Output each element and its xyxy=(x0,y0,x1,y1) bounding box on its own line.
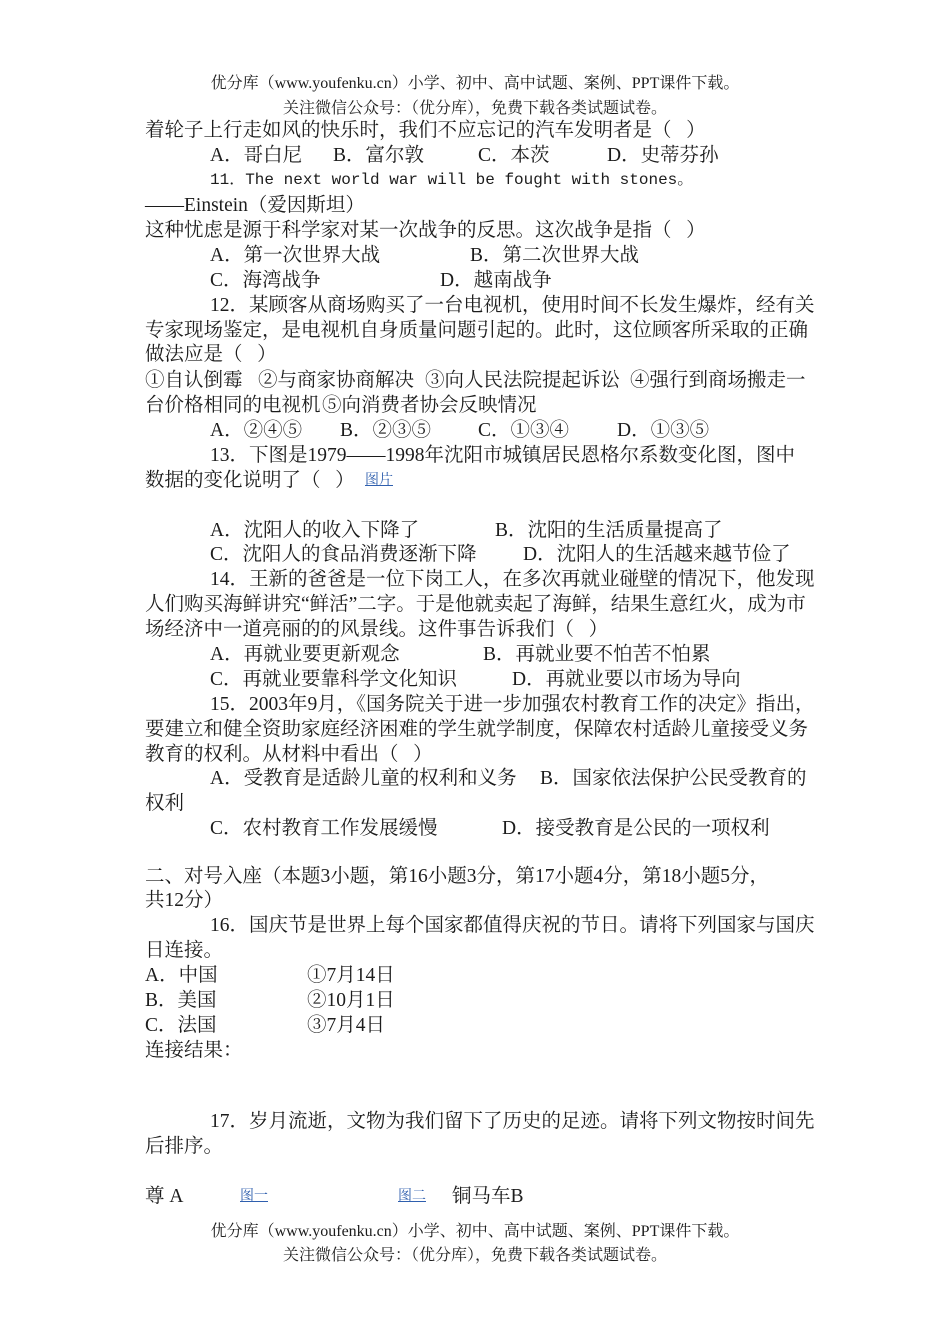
q12-option-b: B．②③⑤ xyxy=(340,420,432,441)
header-line-2: 关注微信公众号：（优分库），免费下载各类试题试卷。 xyxy=(282,100,667,117)
q12-choice-5: ⑤向消费者协会反映情况 xyxy=(322,395,537,416)
q16-stem-line-1: 16．国庆节是世界上每个国家都值得庆祝的节日。请将下列国家与国庆 xyxy=(210,915,815,936)
q17-stem-line-1: 17．岁月流逝，文物为我们留下了历史的足迹。请将下列文物按时间先 xyxy=(210,1111,815,1132)
q15-option-a: A．受教育是适龄儿童的权利和义务 xyxy=(210,768,517,789)
q15-option-d: D．接受教育是公民的一项权利 xyxy=(502,818,770,839)
q13-option-b: B．沈阳的生活质量提高了 xyxy=(495,520,723,541)
q17-stem-line-2: 后排序。 xyxy=(145,1136,224,1157)
q14-stem-line-3: 场经济中一道亮丽的的风景线。这件事告诉我们（ ） xyxy=(145,619,609,640)
header-line-1: 优分库（www.youfenku.cn）小学、初中、高中试题、案例、PPT课件下载。 xyxy=(210,75,740,92)
q11-question: 这种忧虑是源于科学家对某一次战争的反思。这次战争是指（ ） xyxy=(145,220,706,241)
q15-stem-line-3: 教育的权利。从材料中看出（ ） xyxy=(145,744,433,765)
q17-figure-2-link[interactable]: 图二 xyxy=(398,1189,426,1204)
q13-stem-line-1: 13．下图是1979——1998年沈阳市城镇居民恩格尔系数变化图，图中 xyxy=(210,445,796,466)
q12-choice-3: ③向人民法院提起诉讼 xyxy=(425,370,621,391)
q17-item-b: 铜马车B xyxy=(452,1186,524,1207)
q16-stem-line-2: 日连接。 xyxy=(145,940,224,961)
q17-figure-1-link[interactable]: 图一 xyxy=(240,1189,268,1204)
q14-stem-line-2: 人们购买海鲜讲究“鲜活”二字。于是他就卖起了海鲜，结果生意红火，成为市 xyxy=(145,594,806,615)
q12-stem-line-1: 12．某顾客从商场购买了一台电视机，使用时间不长发生爆炸，经有关 xyxy=(210,295,815,316)
q10-stem-tail: 着轮子上行走如风的快乐时，我们不应忘记的汽车发明者是（ ） xyxy=(145,120,706,141)
q13-option-c: C．沈阳人的食品消费逐渐下降 xyxy=(210,544,477,565)
q12-option-a: A．②④⑤ xyxy=(210,420,303,441)
q13-stem-line-2: 数据的变化说明了（ ） xyxy=(145,470,355,491)
q15-option-b: B．国家依法保护公民受教育的 xyxy=(540,768,807,789)
footer-line-1: 优分库（www.youfenku.cn）小学、初中、高中试题、案例、PPT课件下载。 xyxy=(210,1223,740,1240)
q11-option-c: C．海湾战争 xyxy=(210,270,321,291)
q12-choice-4: ④强行到商场搬走一 xyxy=(630,370,806,391)
q10-option-c: C．本茨 xyxy=(478,145,550,166)
q12-stem-line-3: 做法应是（ ） xyxy=(145,344,277,365)
q11-attribution: ——Einstein（爱因斯坦） xyxy=(145,195,365,216)
footer-line-2: 关注微信公众号：（优分库），免费下载各类试题试卷。 xyxy=(282,1247,667,1264)
q15-stem-line-1: 15．2003年9月，《国务院关于进一步加强农村教育工作的决定》指出， xyxy=(210,694,815,715)
q16-date-1: ①7月14日 xyxy=(307,965,395,986)
q16-date-3: ③7月4日 xyxy=(307,1015,386,1036)
q14-option-a: A．再就业要更新观念 xyxy=(210,644,400,665)
q14-option-d: D．再就业要以市场为导向 xyxy=(512,669,741,690)
q12-option-c: C．①③④ xyxy=(478,420,570,441)
q14-option-b: B．再就业要不怕苦不怕累 xyxy=(483,644,711,665)
q14-stem-line-1: 14．王新的爸爸是一位下岗工人，在多次再就业碰壁的情况下，他发现 xyxy=(210,569,815,590)
q10-option-b: B．富尔敦 xyxy=(333,145,425,166)
q12-stem-line-2: 专家现场鉴定，是电视机自身质量问题引起的。此时，这位顾客所采取的正确 xyxy=(145,320,809,341)
q17-item-a: 尊 A xyxy=(145,1186,184,1207)
q10-option-a: A．哥白尼 xyxy=(210,145,303,166)
q13-option-a: A．沈阳人的收入下降了 xyxy=(210,520,420,541)
q15-option-b-continued: 权利 xyxy=(145,793,185,814)
q16-result-label: 连接结果： xyxy=(145,1040,243,1061)
section-2-heading-line-1: 二、对号入座（本题3小题，第16小题3分，第17小题4分，第18小题5分， xyxy=(145,866,770,887)
q11-option-a: A．第一次世界大战 xyxy=(210,245,381,266)
q14-option-c: C．再就业要靠科学文化知识 xyxy=(210,669,458,690)
q16-country-a: A．中国 xyxy=(145,965,218,986)
q11-option-b: B．第二次世界大战 xyxy=(470,245,640,266)
section-2-heading-line-2: 共12分） xyxy=(145,890,224,911)
q10-option-d: D．史蒂芬孙 xyxy=(607,145,719,166)
q12-choice-1: ①自认倒霉 xyxy=(145,370,243,391)
q16-date-2: ②10月1日 xyxy=(307,990,395,1011)
q12-option-d: D．①③⑤ xyxy=(617,420,710,441)
q12-choice-4-continued: 台价格相同的电视机 xyxy=(145,395,321,416)
q15-stem-line-2: 要建立和健全资助家庭经济困难的学生就学制度，保障农村适龄儿童接受义务 xyxy=(145,719,809,740)
q13-option-d: D．沈阳人的生活越来越节俭了 xyxy=(523,544,791,565)
q11-option-d: D．越南战争 xyxy=(440,270,552,291)
q16-country-c: C．法国 xyxy=(145,1015,217,1036)
q16-country-b: B．美国 xyxy=(145,990,217,1011)
q15-option-c: C．农村教育工作发展缓慢 xyxy=(210,818,438,839)
q11-stem: 11．The next world war will be fought with stones。 xyxy=(210,171,694,189)
q13-image-link[interactable]: 图片 xyxy=(365,473,393,488)
q12-choice-2: ②与商家协商解决 xyxy=(258,370,415,391)
